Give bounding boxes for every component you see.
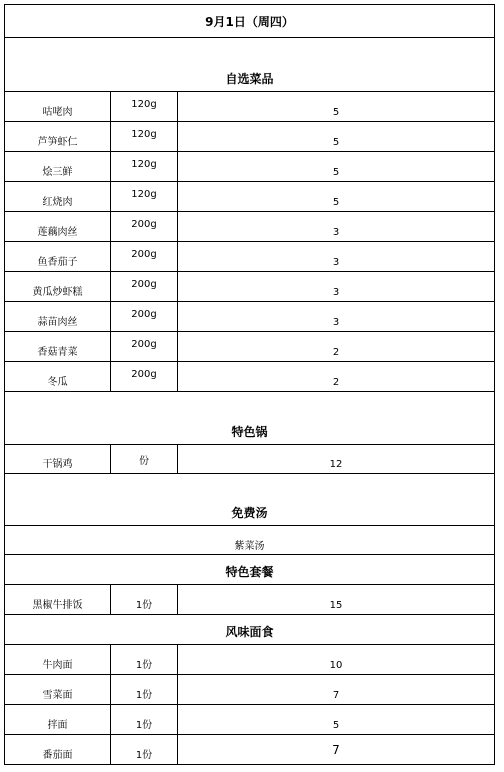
- menu-row: [5, 645, 494, 675]
- dish-price: 3: [332, 287, 340, 298]
- dish-price-value: 7: [332, 743, 340, 757]
- dish-portion: 200g: [111, 302, 178, 331]
- dish-price: 10: [329, 660, 343, 671]
- dish-price: 5: [332, 167, 340, 178]
- dish-portion: 1份: [111, 675, 178, 704]
- dish-portion: 200g: [111, 362, 178, 391]
- section-title: 风味面食: [225, 625, 274, 639]
- section-title: 自选菜品: [225, 72, 274, 86]
- dish-price: 15: [329, 600, 343, 611]
- menu-row: [5, 122, 494, 152]
- menu-row: [5, 212, 494, 242]
- free-soup-row: [5, 526, 494, 555]
- menu-row: [5, 182, 494, 212]
- dish-name: 拌面: [5, 705, 111, 734]
- dish-name: 雪菜面: [5, 675, 111, 704]
- menu-row: [5, 332, 494, 362]
- dish-price: 3: [332, 227, 340, 238]
- section-title: 免费汤: [231, 506, 268, 520]
- dish-name: 芦笋虾仁: [5, 122, 111, 151]
- date-title-text: 9月1日（周四）: [205, 14, 294, 29]
- dish-name: 鱼香茄子: [5, 242, 111, 271]
- dish-portion: 份: [111, 445, 178, 473]
- soup-name: 紫菜汤: [234, 541, 265, 552]
- dish-name: 莲藕肉丝: [5, 212, 111, 241]
- dish-portion: 120g: [111, 122, 178, 151]
- menu-row: [5, 362, 494, 392]
- dish-price: 5: [332, 197, 340, 208]
- dish-name: 番茄面: [5, 735, 111, 764]
- dish-portion: 1份: [111, 735, 178, 764]
- dish-portion: 1份: [111, 705, 178, 734]
- menu-row: [5, 735, 494, 764]
- menu-row: [5, 675, 494, 705]
- dish-price: 7: [332, 690, 340, 701]
- section-title: 特色套餐: [225, 565, 274, 579]
- dish-portion: 120g: [111, 182, 178, 211]
- dish-portion: 1份: [111, 645, 178, 674]
- section-header-special-set: [5, 555, 494, 585]
- dish-name: 冬瓜: [5, 362, 111, 391]
- menu-row: [5, 152, 494, 182]
- dish-name: 黑椒牛排饭: [5, 585, 111, 614]
- dish-portion: 120g: [111, 152, 178, 181]
- menu-row: [5, 242, 494, 272]
- menu-row: [5, 302, 494, 332]
- dish-price: 2: [332, 347, 340, 358]
- dish-price: 2: [332, 377, 340, 388]
- dish-name: 香菇青菜: [5, 332, 111, 361]
- dish-portion: 200g: [111, 212, 178, 241]
- section-header-noodles: [5, 615, 494, 645]
- section-title: 特色锅: [231, 425, 268, 439]
- dish-price: 3: [332, 317, 340, 328]
- section-header-self-select: [5, 38, 494, 92]
- dish-price: 5: [332, 137, 340, 148]
- dish-name: 红烧肉: [5, 182, 111, 211]
- dish-portion: 200g: [111, 242, 178, 271]
- dish-portion: 200g: [111, 272, 178, 301]
- dish-name: 咕咾肉: [5, 92, 111, 121]
- dish-price: 5: [332, 107, 340, 118]
- dish-price: 12: [329, 459, 343, 470]
- dish-price: 5: [332, 720, 340, 731]
- dish-portion: 200g: [111, 332, 178, 361]
- menu-table: [4, 4, 495, 765]
- dish-name: 牛肉面: [5, 645, 111, 674]
- menu-row: [5, 445, 494, 474]
- dish-price: 3: [332, 257, 340, 268]
- menu-row: [5, 705, 494, 735]
- menu-row: [5, 272, 494, 302]
- dish-name: 蒜苗肉丝: [5, 302, 111, 331]
- dish-name: 干锅鸡: [5, 445, 111, 473]
- dish-price: [178, 735, 494, 764]
- menu-row: [5, 585, 494, 615]
- dish-portion: 120g: [111, 92, 178, 121]
- menu-date-title: [5, 5, 494, 38]
- section-header-special-pot: [5, 392, 494, 445]
- menu-row: [5, 92, 494, 122]
- section-header-free-soup: [5, 474, 494, 526]
- dish-name: 烩三鲜: [5, 152, 111, 181]
- dish-portion: 1份: [111, 585, 178, 614]
- dish-name: 黄瓜炒虾糕: [5, 272, 111, 301]
